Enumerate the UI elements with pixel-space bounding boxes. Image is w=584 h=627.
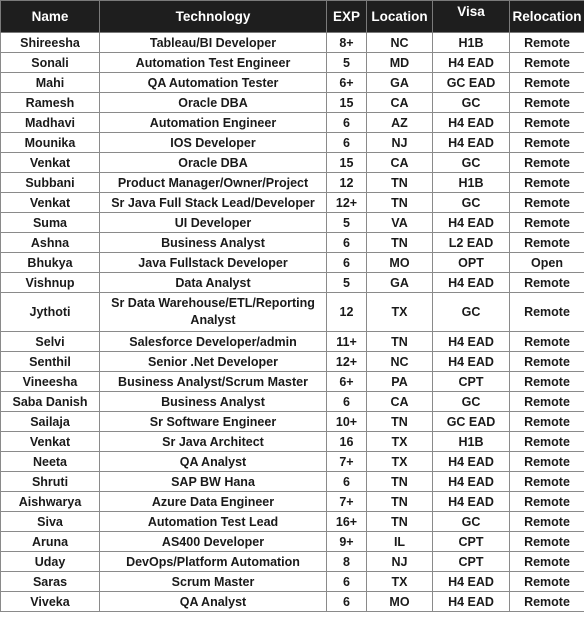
cell-technology: Scrum Master [100,572,327,592]
table-row [1,153,584,173]
cell-location: TN [367,193,433,213]
cell-name: Mahi [1,73,100,93]
table-row [1,273,584,293]
cell-visa: H4 EAD [433,113,510,133]
cell-name: Senthil [1,352,100,372]
header-exp: EXP [327,1,367,33]
cell-relocation: Open [510,253,584,273]
cell-location: TN [367,332,433,352]
table-row [1,372,584,392]
cell-location: NC [367,352,433,372]
cell-relocation: Remote [510,133,584,153]
cell-location: MO [367,253,433,273]
cell-name: Venkat [1,432,100,452]
cell-technology: Business Analyst [100,392,327,412]
table-row [1,113,584,133]
table-row [1,432,584,452]
cell-location: TN [367,472,433,492]
cell-technology: Oracle DBA [100,153,327,173]
cell-relocation: Remote [510,193,584,213]
cell-technology: Salesforce Developer/admin [100,332,327,352]
cell-relocation: Remote [510,532,584,552]
cell-name: Viveka [1,592,100,612]
cell-name: Suma [1,213,100,233]
cell-exp: 5 [327,273,367,293]
cell-relocation: Remote [510,233,584,253]
cell-visa: H4 EAD [433,133,510,153]
cell-relocation: Remote [510,213,584,233]
cell-visa: GC EAD [433,412,510,432]
cell-exp: 6 [327,592,367,612]
cell-name: Siva [1,512,100,532]
cell-visa: H4 EAD [433,592,510,612]
cell-relocation: Remote [510,432,584,452]
cell-location: AZ [367,113,433,133]
cell-visa: GC [433,512,510,532]
cell-location: GA [367,273,433,293]
cell-technology: Azure Data Engineer [100,492,327,512]
table-body [1,33,584,612]
cell-visa: H4 EAD [433,273,510,293]
cell-exp: 12 [327,173,367,193]
table-row [1,213,584,233]
cell-visa: H1B [433,33,510,53]
cell-visa: OPT [433,253,510,273]
cell-visa: H4 EAD [433,53,510,73]
cell-exp: 11+ [327,332,367,352]
cell-relocation: Remote [510,73,584,93]
cell-relocation: Remote [510,173,584,193]
cell-name: Vineesha [1,372,100,392]
table-row [1,332,584,352]
cell-technology: Oracle DBA [100,93,327,113]
cell-relocation: Remote [510,33,584,53]
table-row [1,532,584,552]
cell-name: Saras [1,572,100,592]
cell-visa: CPT [433,372,510,392]
cell-location: TN [367,173,433,193]
cell-relocation: Remote [510,472,584,492]
cell-visa: CPT [433,552,510,572]
cell-location: TN [367,233,433,253]
cell-technology: IOS Developer [100,133,327,153]
cell-name: Ashna [1,233,100,253]
cell-location: TN [367,492,433,512]
cell-location: NC [367,33,433,53]
cell-visa: H4 EAD [433,352,510,372]
cell-relocation: Remote [510,572,584,592]
cell-exp: 16+ [327,512,367,532]
cell-location: TX [367,293,433,332]
cell-name: Shireesha [1,33,100,53]
cell-technology: QA Analyst [100,592,327,612]
cell-location: GA [367,73,433,93]
cell-visa: H4 EAD [433,492,510,512]
cell-exp: 8+ [327,33,367,53]
cell-exp: 6 [327,113,367,133]
cell-name: Mounika [1,133,100,153]
cell-technology: DevOps/Platform Automation [100,552,327,572]
table-row [1,352,584,372]
cell-location: TN [367,412,433,432]
cell-relocation: Remote [510,512,584,532]
table-row [1,472,584,492]
cell-visa: H4 EAD [433,213,510,233]
cell-relocation: Remote [510,452,584,472]
cell-location: CA [367,93,433,113]
cell-location: IL [367,532,433,552]
cell-visa: GC [433,193,510,213]
cell-exp: 6 [327,472,367,492]
table-row [1,253,584,273]
cell-exp: 5 [327,53,367,73]
header-relocation: Relocation [510,1,584,33]
table-row [1,93,584,113]
cell-exp: 9+ [327,532,367,552]
cell-visa: H4 EAD [433,452,510,472]
cell-name: Saba Danish [1,392,100,412]
cell-name: Venkat [1,193,100,213]
table-row [1,33,584,53]
cell-location: VA [367,213,433,233]
cell-exp: 6+ [327,73,367,93]
cell-visa: CPT [433,532,510,552]
table-row [1,492,584,512]
cell-visa: H4 EAD [433,332,510,352]
cell-relocation: Remote [510,332,584,352]
cell-relocation: Remote [510,93,584,113]
cell-exp: 16 [327,432,367,452]
cell-relocation: Remote [510,592,584,612]
table-row [1,452,584,472]
table-row [1,173,584,193]
cell-technology: Tableau/BI Developer [100,33,327,53]
cell-location: MO [367,592,433,612]
cell-exp: 6 [327,233,367,253]
header-visa: Visa [433,1,510,33]
cell-exp: 12+ [327,352,367,372]
cell-technology: Business Analyst/Scrum Master [100,372,327,392]
table-row [1,73,584,93]
cell-exp: 6+ [327,372,367,392]
cell-technology: Java Fullstack Developer [100,253,327,273]
cell-visa: GC [433,392,510,412]
header-technology: Technology [100,1,327,33]
cell-name: Neeta [1,452,100,472]
cell-exp: 15 [327,153,367,173]
cell-relocation: Remote [510,293,584,332]
cell-relocation: Remote [510,113,584,133]
cell-exp: 7+ [327,492,367,512]
table-row [1,572,584,592]
cell-name: Vishnup [1,273,100,293]
table-row [1,133,584,153]
cell-relocation: Remote [510,392,584,412]
cell-technology: Data Analyst [100,273,327,293]
cell-technology: QA Automation Tester [100,73,327,93]
cell-technology: Product Manager/Owner/Project [100,173,327,193]
cell-name: Aruna [1,532,100,552]
cell-visa: GC [433,293,510,332]
cell-exp: 5 [327,213,367,233]
cell-visa: H1B [433,432,510,452]
cell-name: Madhavi [1,113,100,133]
cell-location: TN [367,512,433,532]
table-row [1,53,584,73]
header-name: Name [1,1,100,33]
cell-technology: Sr Software Engineer [100,412,327,432]
cell-visa: GC [433,93,510,113]
table-row [1,592,584,612]
cell-relocation: Remote [510,552,584,572]
cell-location: PA [367,372,433,392]
cell-visa: GC EAD [433,73,510,93]
cell-relocation: Remote [510,273,584,293]
cell-location: TX [367,452,433,472]
cell-name: Selvi [1,332,100,352]
cell-visa: H1B [433,173,510,193]
cell-name: Venkat [1,153,100,173]
cell-name: Sonali [1,53,100,73]
cell-technology: QA Analyst [100,452,327,472]
table-row [1,512,584,532]
cell-exp: 12+ [327,193,367,213]
cell-name: Shruti [1,472,100,492]
cell-location: MD [367,53,433,73]
table-row [1,293,584,332]
cell-location: CA [367,153,433,173]
cell-location: NJ [367,133,433,153]
cell-technology: Business Analyst [100,233,327,253]
cell-name: Ramesh [1,93,100,113]
cell-exp: 6 [327,133,367,153]
cell-location: TX [367,572,433,592]
cell-location: CA [367,392,433,412]
cell-technology: AS400 Developer [100,532,327,552]
cell-relocation: Remote [510,372,584,392]
cell-technology: Sr Java Architect [100,432,327,452]
cell-exp: 12 [327,293,367,332]
cell-name: Uday [1,552,100,572]
cell-exp: 10+ [327,412,367,432]
cell-relocation: Remote [510,412,584,432]
cell-exp: 7+ [327,452,367,472]
table-row [1,233,584,253]
cell-technology: UI Developer [100,213,327,233]
cell-name: Subbani [1,173,100,193]
cell-visa: H4 EAD [433,472,510,492]
cell-name: Sailaja [1,412,100,432]
cell-exp: 6 [327,392,367,412]
table-header [1,1,584,33]
header-row [1,1,584,33]
table-row [1,193,584,213]
cell-technology: Automation Test Lead [100,512,327,532]
cell-technology: Sr Data Warehouse/ETL/Reporting Analyst [100,293,327,332]
cell-technology: Senior .Net Developer [100,352,327,372]
cell-exp: 15 [327,93,367,113]
cell-technology: Sr Java Full Stack Lead/Developer [100,193,327,213]
cell-relocation: Remote [510,352,584,372]
table-row [1,412,584,432]
cell-location: NJ [367,552,433,572]
cell-relocation: Remote [510,53,584,73]
cell-visa: GC [433,153,510,173]
cell-visa: H4 EAD [433,572,510,592]
cell-exp: 8 [327,552,367,572]
cell-relocation: Remote [510,153,584,173]
cell-technology: SAP BW Hana [100,472,327,492]
cell-visa: L2 EAD [433,233,510,253]
cell-exp: 6 [327,253,367,273]
cell-exp: 6 [327,572,367,592]
cell-name: Aishwarya [1,492,100,512]
cell-technology: Automation Engineer [100,113,327,133]
cell-relocation: Remote [510,492,584,512]
table-row [1,392,584,412]
cell-technology: Automation Test Engineer [100,53,327,73]
header-location: Location [367,1,433,33]
cell-location: TX [367,432,433,452]
cell-name: Jythoti [1,293,100,332]
table-row [1,552,584,572]
cell-name: Bhukya [1,253,100,273]
